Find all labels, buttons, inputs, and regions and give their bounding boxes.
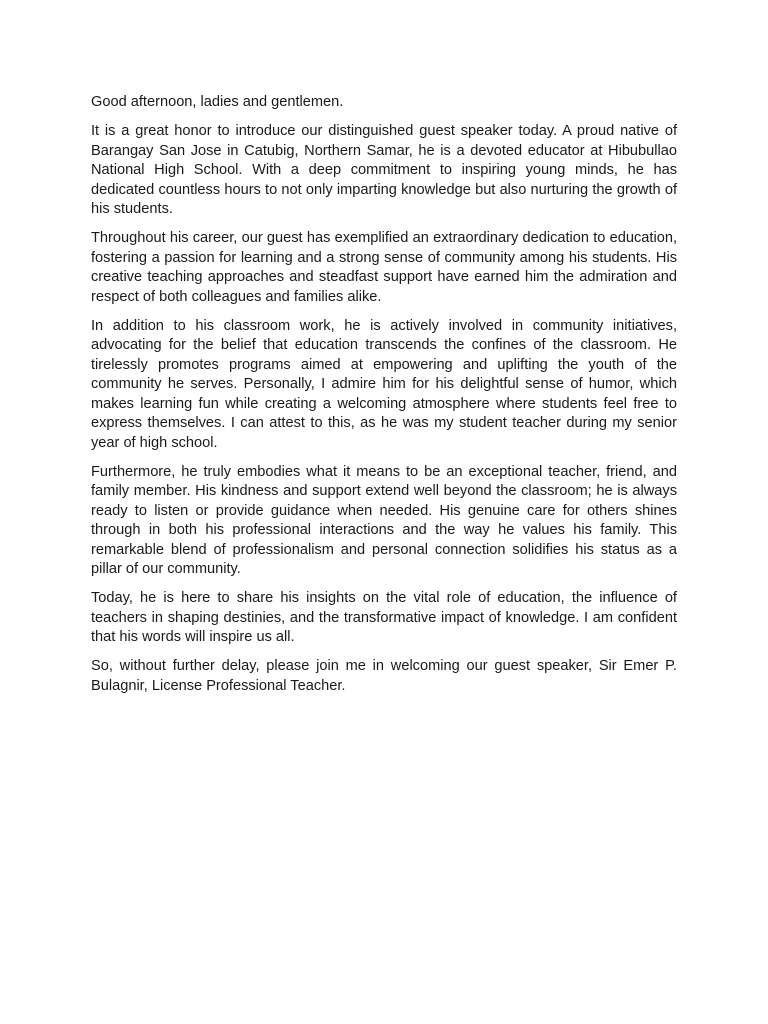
career-paragraph: Throughout his career, our guest has exemplified an extraordinary dedication to education, fostering a passion for learning and a strong sense of community among his students. His creative teaching approaches and steadfast support have earned him the admiration and respect of both colleagues and families alike. <box>91 230 677 305</box>
introduction-paragraph: It is a great honor to introduce our distinguished guest speaker today. A proud native of Barangay San Jose in Catubig, Northern Samar, he is a devoted educator at Hibubullao National High School. With a deep commitment to inspiring young minds, he has dedicated countless hours to not only imparting knowledge but also nurturing the growth of his students. <box>91 123 677 217</box>
closing-paragraph: So, without further delay, please join me in welcoming our guest speaker, Sir Emer P. Bulagnir, License Professional Teacher. <box>91 658 677 694</box>
greeting-paragraph: Good afternoon, ladies and gentlemen. <box>91 94 344 110</box>
speech-body <box>91 93 677 706</box>
topic-paragraph: Today, he is here to share his insights on the vital role of education, the influence of teachers in shaping destinies, and the transformative impact of knowledge. I am confident that his words will inspire us all. <box>91 590 677 645</box>
community-paragraph: In addition to his classroom work, he is actively involved in community initiatives, advocating for the belief that education transcends the confines of the classroom. He tirelessly promotes programs aimed at empowering and uplifting the youth of the community he serves. Personally, I admire him for his delightful sense of humor, which makes learning fun while creating a welcoming atmosphere where students feel free to express themselves. I can attest to this, as he was my student teacher during my senior year of high school. <box>91 317 677 451</box>
character-paragraph: Furthermore, he truly embodies what it means to be an exceptional teacher, friend, and family member. His kindness and support extend well beyond the classroom; he is always ready to listen or provide guidance when needed. His genuine care for others shines through in both his professional interactions and the way he values his family. This remarkable blend of professionalism and personal connection solidifies his status as a pillar of our community. <box>91 463 677 577</box>
